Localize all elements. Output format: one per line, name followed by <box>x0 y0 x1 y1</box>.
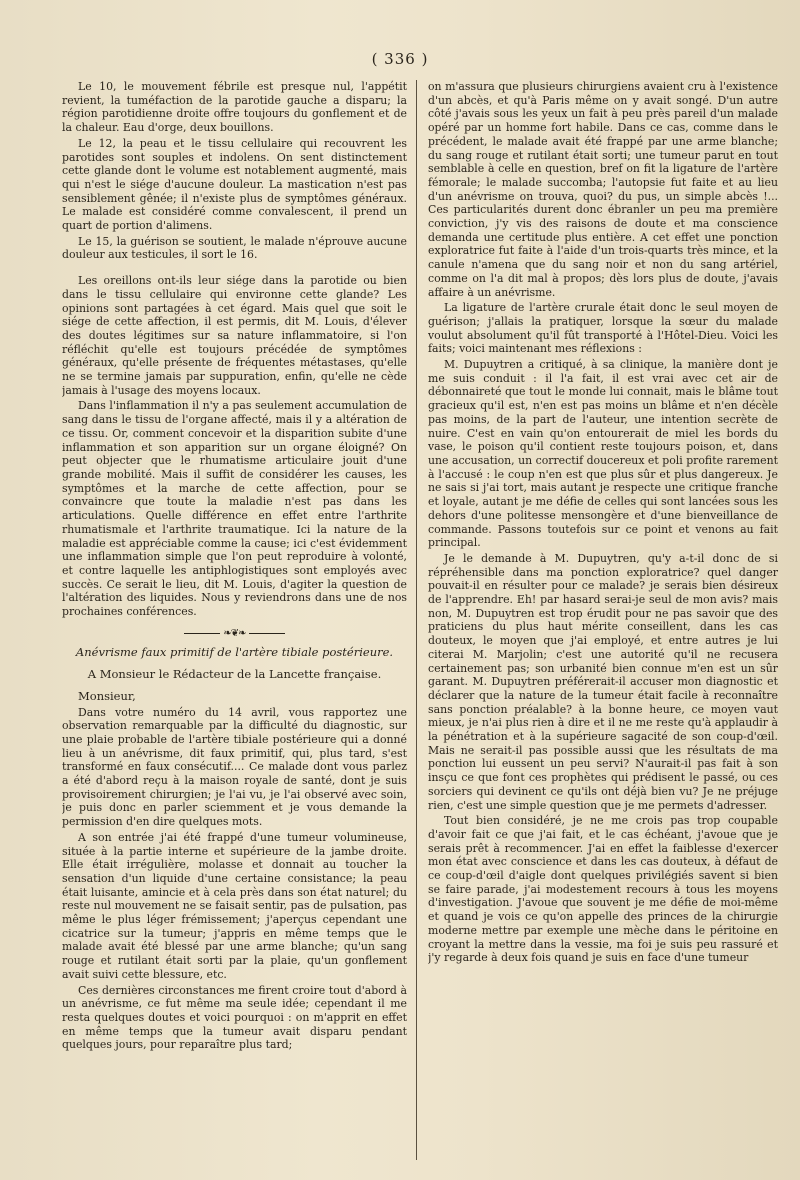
discussion-paragraph: Dans l'inflammation il n'y a pas seulement accumulation de sang dans le tissu de l'organe affecté, mais il y a altération de ce tissu. Or, comment concevoir et la disparition subite d'une inflammation et son apparition sur un organe éloigné? On peut objecter que le rhumatisme articulaire jouit d'une grande mobilité. Mais il suffit de considérer les causes, les symptômes et la marche de cette affection, pour se convaincre que toute la maladie n'est pas dans les articulations. Quelle différence en effet entre l'arthrite rhumatismale et l'arthrite traumatique. Ici la nature de la maladie est appréciable comme la cause; ici c'est évidemment une inflammation simple que l'on peut reproduire à volonté, et contre laquelle les antiphlogistiques sont employés avec succès. Ce serait le lieu, dit M. Louis, d'agiter la question de l'altération des liquides. Nous y reviendrons dans une de nos prochaines conférences. <box>62 399 407 619</box>
case-paragraph: Le 10, le mouvement fébrile est presque nul, l'appétit revient, la tuméfaction de la parotide gauche a disparu; la région parotidienne droite offre toujours du gonflement et de la chaleur. Eau d'orge, deux bouillons. <box>62 80 407 135</box>
letter-paragraph: Je le demande à M. Dupuytren, qu'y a-t-il donc de si répréhensible dans ma ponction exploratrice? quel danger pouvait-il en résulter pour ce malade? je serais bien désireux de l'apprendre. Eh! par hasard serai-je seul de mon avis? mais non, M. Dupuytren est trop érudit pour ne pas savoir que des praticiens du plus haut mérite conseillent, dans les cas douteux, le moyen que j'ai employé, et entre autres je lui citerai M. Marjolin; c'est une autorité qu'il ne recusera certainement pas; son urbanité bien connue m'en est un sûr garant. M. Dupuytren préférerait-il accuser mon diagnostic et déclarer que la nature de la tumeur était facile à reconnaître sans ponction préalable? à la bonne heure, ce moyen vaut mieux, je n'ai plus rien à dire et il ne me reste qu'à applaudir à la pénétration et à la supérieure sagacité de son coup-d'œil. Mais ne serait-il pas possible aussi que les résultats de ma ponction lui eussent un peu servi? N'aurait-il pas fait à son insçu ce que font ces prophètes qui prédisent le passé, ou ces sorciers qui devinent ce qu'ils ont déjà bien vu? Je ne préjuge rien, c'est une simple question que je me permets d'adresser. <box>428 551 778 812</box>
letter-salutation: Monsieur, <box>78 688 136 703</box>
case-paragraph: Le 12, la peau et le tissu cellulaire qui recouvrent les parotides sont souples et indolens. On sent distinctement cette glande dont le volume est notablement augmenté, mais qui n'est le siége d'aucune douleur. La mastication n'est pas sensiblement gênée; il n'existe plus de symptômes généraux. Le malade est considéré comme convalescent, il prend un quart de portion d'alimens. <box>62 136 407 233</box>
column-divider <box>416 80 417 1160</box>
letter-paragraph: La ligature de l'artère crurale était donc le seul moyen de guérison; j'allais la pratiquer, lorsque la sœur du malade voulut absolument qu'il fût transporté à l'Hôtel-Dieu. Voici les faits; voici maintenant mes réflexions : <box>428 301 778 356</box>
article-title: Anévrisme faux primitif de l'artère tibiale postérieure. <box>75 645 394 660</box>
letter-paragraph: on m'assura que plusieurs chirurgiens avaient cru à l'existence d'un abcès, et qu'à Paris même on y avait songé. D'un autre côté j'avais sous les yeux un fait à peu près pareil d'un malade opéré par un homme fort habile. Dans ce cas, comme dans le précédent, le malade avait été frappé par une arme blanche; du sang rouge et rutilant était sorti; une tumeur parut en tout semblable à celle en question, bref on fit la ligature de l'artère fémorale; le malade succomba; l'autopsie fut faite et au lieu d'un anévrisme on trouva, quoi? du pus, un simple abcès !... Ces particularités durent donc ébranler un peu ma première conviction, j'y vis des raisons de doute et ma conscience demanda une certitude plus entière. A cet effet une ponction exploratrice fut faite à l'aide d'un trois-quarts très mince, et la canule n'amena que du sang noir et non du sang artériel, comme on l'a dit mal à propos; dès lors plus de doute, j'avais affaire à un anévrisme. <box>428 80 778 299</box>
page-number: ( 336 ) <box>371 50 429 68</box>
letter-paragraph: Ces dernières circonstances me firent croire tout d'abord à un anévrisme, ce fut même ma seule idée; cependant il me resta quelques doutes et voici pourquoi : on m'apprit en effet en même temps que la tumeur avait disparu pendant quelques jours, pour reparaître plus tard; <box>62 983 407 1052</box>
discussion-paragraph: Les oreillons ont-ils leur siége dans la parotide ou bien dans le tissu cellulaire qui environne cette glande? Les opinions sont partagées à cet égard. Mais quel que soit le siége de cette affection, il est permis, dit M. Louis, d'élever des doutes légitimes sur sa nature inflammatoire, si l'on réfléchit qu'elle est toujours précédée de symptômes généraux, qu'elle présente de fréquentes métastases, qu'elle ne se termine jamais par suppuration, enfin, qu'elle ne cède jamais à l'usage des moyens locaux. <box>62 274 407 397</box>
letter-paragraph: M. Dupuytren a critiqué, à sa clinique, la manière dont je me suis conduit : il l'a fait, il est vrai avec cet air de débonnaireté que tout le monde lui connait, mais le blâme tout gracieux qu'il est, n'en est pas moins un blâme et n'en décèle pas moins, de la part de l'auteur, une intention secrète de nuire. C'est en vain qu'on entourerait de miel les bords du vase, le poison qu'il contient reste toujours poison, et, dans une accusation, un correctif doucereux et poli profite rarement à l'accusé : le coup n'en est que plus sûr et plus dangereux. Je ne sais si j'ai tort, mais autant je respecte une critique franche et loyale, autant je me défie de celles qui sont lancées sous les dehors d'une politesse mensongère et d'une bienveillance de commande. Passons toutefois sur ce point et venons au fait principal. <box>428 358 778 550</box>
letter-paragraph: A son entrée j'ai été frappé d'une tumeur volumineuse, située à la partie interne et supérieure de la jambe droite. Elle était irrégulière, molasse et donnait au toucher la sensation d'un liquide d'une certaine consistance; la peau était luisante, amincie et à cela près dans son état naturel; du reste nul mouvement ne se faisait sentir, pas de pulsation, pas même le plus léger frémissement; j'aperçus cependant une cicatrice sur la tumeur; j'appris en même temps que le malade avait été blessé par une arme blanche; qu'un sang rouge et rutilant était sorti par la plaie, qu'un gonflement avait suivi cette blessure, etc. <box>62 830 407 981</box>
right-column <box>428 80 778 1160</box>
letter-paragraph: Tout bien considéré, je ne me crois pas trop coupable d'avoir fait ce que j'ai fait, et le cas échéant, j'avoue que je serais prêt à recommencer. J'ai en effet la faiblesse d'exercer mon état avec conscience et dans les cas douteux, à défaut de ce coup-d'œil d'aigle dont quelques privilégiés savent si bien se faire parade, j'ai modestement recours à tous les moyens d'investigation. J'avoue que souvent je me défie de moi-même et quand je vois ce qu'on appelle des princes de la chirurgie moderne mettre par exemple une mèche dans le péritoine en croyant la mettre dans la vessie, ma foi je suis peu rassuré et j'y regarde à deux fois quand je suis en face d'une tumeur <box>428 814 778 965</box>
case-paragraph: Le 15, la guérison se soutient, le malade n'éprouve aucune douleur aux testicules, il sort le 16. <box>62 234 407 262</box>
letter-addressee: A Monsieur le Rédacteur de la Lancette française. <box>87 667 382 682</box>
section-ornament: ❧❦❧ <box>62 627 407 641</box>
letter-paragraph: Dans votre numéro du 14 avril, vous rapportez une observation remarquable par la difficulté du diagnostic, sur une plaie probable de l'artère tibiale postérieure qui a donné lieu à un anévrisme, dit faux primitif, qui, plus tard, s'est transformé en faux consécutif.... Ce malade dont vous parlez a été d'abord reçu à la maison royale de santé, dont je suis provisoirement chirurgien; je l'ai vu, je l'ai observé avec soin, je puis donc en parler sciemment et je vous demande la permission d'en dire quelques mots. <box>62 705 407 829</box>
left-column <box>62 80 407 1160</box>
